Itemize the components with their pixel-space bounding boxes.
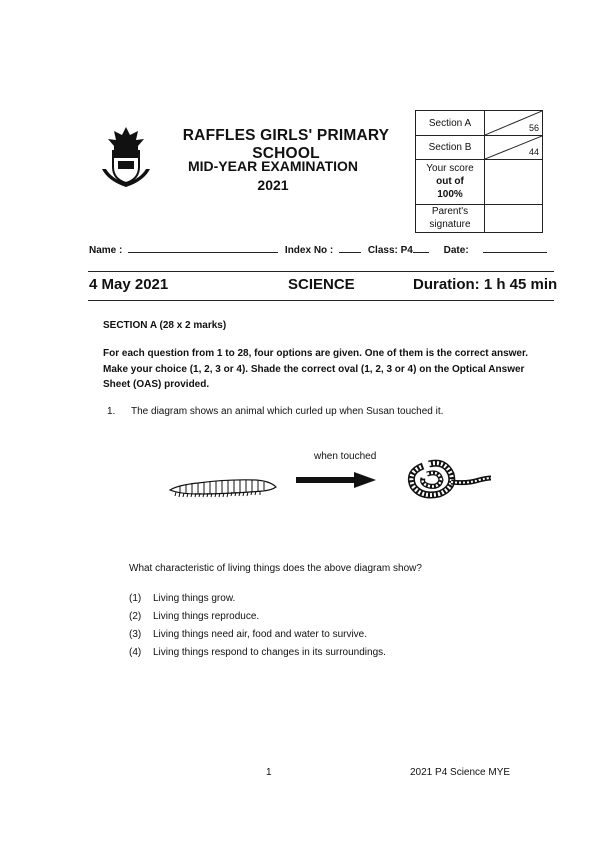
section-b-total: 44 bbox=[528, 147, 539, 157]
diagram-caption: when touched bbox=[314, 451, 377, 462]
school-name: RAFFLES GIRLS' PRIMARY SCHOOL bbox=[182, 127, 390, 162]
exam-subject: SCIENCE bbox=[288, 276, 355, 293]
section-instructions: For each question from 1 to 28, four options are given. One of them is the correct answer. Make your choice (1, 2, 3 or 4). Shade the correct oval (1, 2, 3 or 4) on the Optical Answer Sheet (OAS) provided. bbox=[103, 348, 529, 390]
section-heading: SECTION A (28 x 2 marks) bbox=[103, 320, 227, 331]
option-text: Living things reproduce. bbox=[153, 611, 260, 622]
score-label bbox=[416, 160, 485, 204]
option-number: (3) bbox=[129, 629, 142, 640]
exam-title: MID-YEAR EXAMINATION bbox=[187, 158, 359, 174]
question-prompt: What characteristic of living things does the above diagram show? bbox=[129, 563, 422, 574]
option-text: Living things grow. bbox=[153, 593, 236, 604]
parent-signature-label bbox=[416, 205, 485, 232]
section-a-total: 56 bbox=[528, 123, 539, 133]
exam-year: 2021 bbox=[257, 177, 289, 193]
option-text: Living things respond to changes in its surroundings. bbox=[153, 647, 386, 658]
class-field[interactable] bbox=[413, 242, 429, 253]
parent-signature-row bbox=[416, 205, 542, 232]
section-b-row bbox=[416, 136, 542, 160]
option-text: Living things need air, food and water to survive. bbox=[153, 629, 368, 640]
exam-duration: Duration: 1 h 45 min bbox=[413, 276, 558, 293]
right-arrow-icon bbox=[296, 472, 376, 488]
date-field[interactable] bbox=[483, 242, 547, 253]
index-field[interactable] bbox=[339, 242, 361, 253]
page-number: 1 bbox=[266, 767, 272, 778]
question-number: 1. bbox=[107, 406, 116, 417]
exam-date: 4 May 2021 bbox=[89, 276, 169, 293]
section-a-label: Section A bbox=[416, 111, 485, 135]
score-row bbox=[416, 160, 542, 205]
name-label: Name : bbox=[89, 245, 123, 256]
millipede-straight-icon bbox=[168, 470, 278, 498]
parent-label-line1: Parent's bbox=[431, 206, 469, 217]
divider-bottom bbox=[88, 300, 554, 301]
score-label-line3: 100% bbox=[437, 189, 463, 200]
class-label: Class: P4 bbox=[367, 245, 413, 256]
millipede-curled-icon bbox=[405, 458, 495, 500]
date-label: Date: bbox=[443, 245, 469, 256]
student-info-line bbox=[89, 242, 547, 256]
divider-top bbox=[88, 271, 554, 272]
question-text: The diagram shows an animal which curled up when Susan touched it. bbox=[131, 406, 444, 417]
option-number: (4) bbox=[129, 647, 142, 658]
index-label: Index No : bbox=[284, 245, 334, 256]
section-b-label: Section B bbox=[416, 136, 485, 159]
score-table bbox=[415, 110, 543, 233]
footer-label: 2021 P4 Science MYE bbox=[410, 767, 511, 778]
option-number: (2) bbox=[129, 611, 142, 622]
parent-label-line2: signature bbox=[429, 219, 471, 230]
score-label-line1: Your score bbox=[426, 163, 474, 174]
section-a-row bbox=[416, 111, 542, 136]
name-field[interactable] bbox=[128, 242, 278, 253]
school-crest-icon bbox=[98, 125, 154, 191]
score-label-line2: out of bbox=[436, 176, 464, 187]
option-number: (1) bbox=[129, 593, 142, 604]
